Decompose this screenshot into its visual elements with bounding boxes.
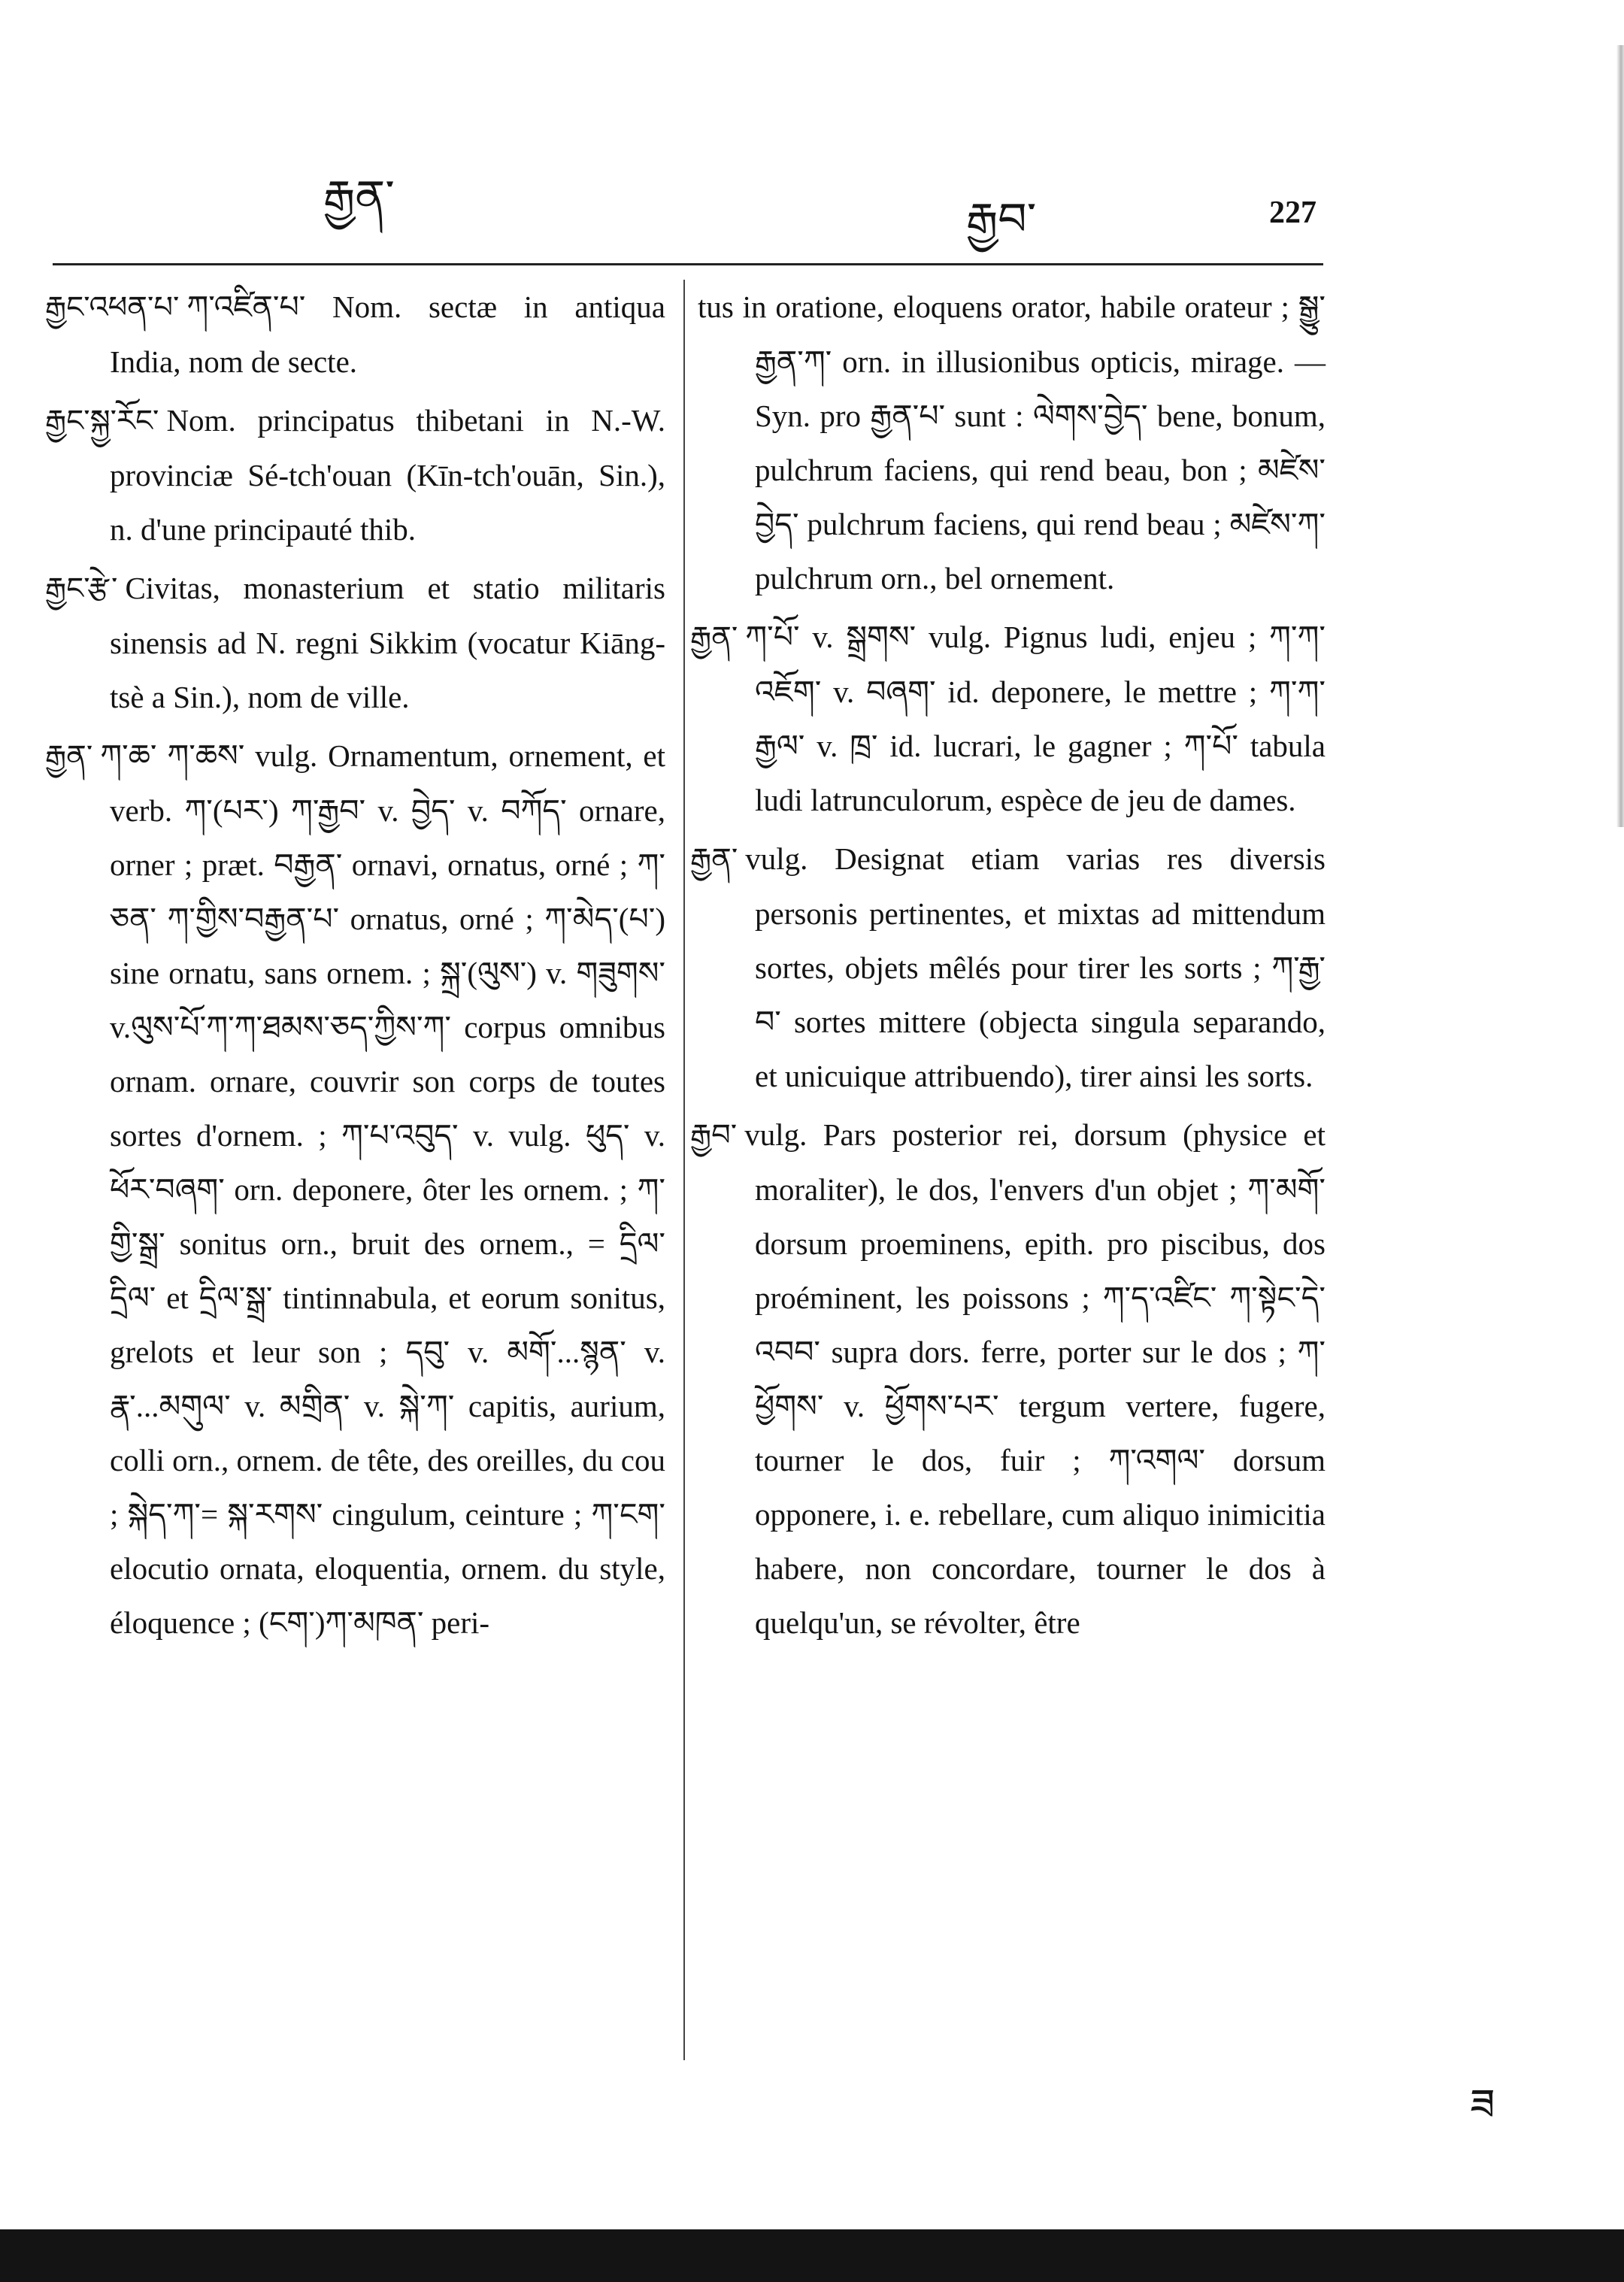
scan-bottom-band	[0, 2229, 1624, 2282]
dictionary-entry	[45, 561, 665, 724]
dictionary-entry	[690, 832, 1326, 1103]
dictionary-entry	[690, 1108, 1326, 1650]
entry-body: tus in oratione, eloquens orator, habile orateur ; སྒྱུ་རྒྱན་ཀ་ orn. in illusionibus opticis, mirage. — Syn. pro རྒྱན་པ་ sunt : ལེགས་བྱེད་ bene, bonum, pulchrum faciens, qui rend beau, bon ; མཛེས་ བྱེད་ pulchrum faciens, qui rend beau ; མཛེས་ཀ་ pulchrum orn., bel ornement.	[698, 289, 1326, 596]
entry-headword: རྒྱབ་	[690, 1118, 738, 1153]
dictionary-entry	[45, 280, 665, 389]
entry-headword: རྒྱང་སྐྱ་རོང་	[45, 404, 159, 438]
entry-body: vulg. Pars posterior rei, dorsum (physice et moraliter), le dos, l'envers d'un objet ; ཀ་མགོ་ dorsum proeminens, epith. pro piscibus, dos proéminent, les poissons ; ཀ་ད་འཛིང་ ཀ་སྟེང་དེ་འབབ་ supra dors. ferre, porter sur le dos ; ཀ་ཕྱོགས་ v. ཕྱོགས་པར་ tergum vertere, fugere, tourner le dos, fuir ; ཀ་འགལ་ dorsum opponere, i. e. rebellare, cum aliquo inimicitia habere, non concordare, tourner le dos à quelqu'un, se révolter, être	[744, 1117, 1326, 1640]
entry-headword: རྒྱན་	[690, 842, 738, 877]
margin-mark: ཟ	[1470, 2080, 1495, 2129]
entry-headword: རྒྱང་རྩེ་	[45, 571, 118, 606]
header-rule	[53, 263, 1323, 265]
entry-body: vulg. Designat etiam varias res diversis personis pertinentes, et mixtas ad mittendum sortes, objets mêlés pour tirer les sorts ; ཀ་རྒྱ་བ་ sortes mittere (objecta singula separando, et unicuique attribuendo), tirer ainsi les sorts.	[745, 841, 1326, 1093]
running-head-center: རྒྱབ་	[966, 193, 1037, 246]
entry-headword: རྒྱང་འཕན་པ་	[45, 290, 180, 325]
entry-body: Nom. principatus thibetani in N.-W. provinciæ Sé-tch'ouan (Kīn-tch'ouān, Sin.), n. d'une principauté thib.	[110, 403, 665, 547]
right-column	[690, 280, 1326, 1654]
scan-edge-shadow	[1616, 45, 1624, 827]
dictionary-entry	[690, 610, 1326, 827]
column-divider	[683, 280, 685, 2060]
entry-body: ཀ་འཛིན་པ་ Nom. sectæ in antiqua India, nom de secte.	[110, 289, 665, 379]
left-column	[45, 280, 665, 1654]
entry-body: ཀ་ཆ་ ཀ་ཆས་ vulg. Ornamentum, ornement, et verb. ཀ་(པར་) ཀ་རྒྱབ་ v. བྱེད་ v. བཀོད་ ornare, orner ; præt. བརྒྱན་ ornavi, ornatus, orné ; ཀ་ཅན་ ཀ་གྱིས་བརྒྱན་པ་ ornatus, orné ; ཀ་མེད་(པ་) sine ornatu, sans ornem. ; སྐྲ་(ལུས་) v. གཟུགས་v.ལུས་པོ་ཀ་ཀ་ཐམས་ཅད་ཀྱིས་ཀ་ corpus omnibus ornam. ornare, couvrir son corps de toutes sortes d'ornem. ; ཀ་པ་འབུད་ v. vulg. ཕུད་ v. ཕོར་བཞག་ orn. deponere, ôter les ornem. ; ཀ་གྱི་སྒྲ་ sonitus orn., bruit des ornem., = དྲིལ་ དྲིལ་ et དྲིལ་སྒྲ་ tintinnabula, et eorum sonitus, grelots et leur son ; དབུ་ v. མགོ་...སྙན་ v. རྣ་...མགུལ་ v. མགྲིན་ v. སྐེ་ཀ་ capitis, aurium, colli orn., ornem. de tête, des oreilles, du cou ; སྐེད་ཀ་= སྐ་རགས་ cingulum, ceinture ; ཀ་ངག་ elocutio ornata, eloquentia, ornem. du style, éloquence ; (ངག་)ཀ་མཁན་ peri-	[100, 738, 665, 1640]
entry-body: Civitas, monasterium et statio militaris sinensis ad N. regni Sikkim (vocatur Kiāng-tsè a Sin.), nom de ville.	[110, 571, 665, 714]
entry-body: ཀ་པོ་ v. སྒྲགས་ vulg. Pignus ludi, enjeu ; ཀ་ཀ་ འཇོག་ v. བཞག་ id. deponere, le mettre ; ཀ་ཀ་རྒྱལ་ v. ཁྲ་ id. lucrari, le gagner ; ཀ་པོ་ tabula ludi latrunculorum, espèce de jeu de dames.	[745, 620, 1326, 817]
page-number: 227	[1269, 195, 1316, 230]
entry-headword: རྒྱན་	[690, 620, 738, 655]
running-head-left: རྒྱན་	[323, 171, 395, 223]
dictionary-entry	[45, 729, 665, 1650]
dictionary-entry	[45, 393, 665, 556]
dictionary-entry-continued	[690, 280, 1326, 605]
entry-headword: རྒྱན་	[45, 739, 93, 774]
